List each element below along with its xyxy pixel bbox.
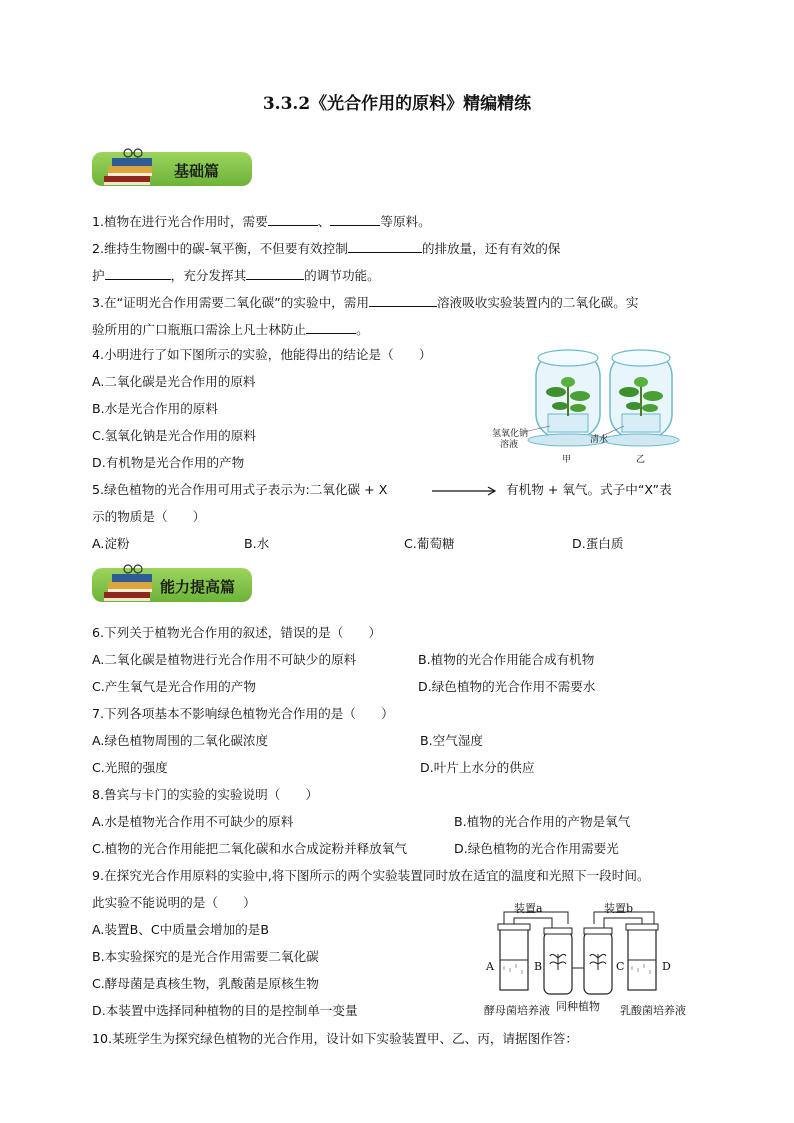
q4-figure (478, 344, 698, 468)
lactic-label: 乳酸菌培养液 (620, 1004, 686, 1017)
q6-option-a: A.二氧化碳是植物进行光合作用不可缺少的原料 (92, 652, 357, 667)
naoh-label: 氢氧化钠 (492, 429, 529, 439)
water-label: 清水 (590, 435, 609, 445)
arrow-icon (432, 486, 500, 496)
question-9-stem2: 此实验不能说明的是（ ） (92, 895, 256, 910)
question-3: 3.在“证明光合作用需要二氧化碳”的实验中，需用 溶液吸收实验装置内的二氧化碳。实 (92, 292, 638, 312)
device-b-label: 装置b (604, 902, 634, 915)
q7-option-a: A.绿色植物周围的二氧化碳浓度 (92, 733, 269, 748)
books-icon (100, 562, 162, 606)
section-badge-advanced (92, 562, 254, 606)
question-1: 1.植物在进行光合作用时，需要 、 等原料。 (92, 211, 431, 231)
q6-option-d: D.绿色植物的光合作用不需要水 (418, 679, 596, 694)
q6-option-b: B.植物的光合作用能合成有机物 (418, 652, 595, 667)
question-10-stem: 10.某班学生为探究绿色植物的光合作用，设计如下实验装置甲、乙、丙，请据图作答： (92, 1031, 578, 1046)
q8-option-c: C.植物的光合作用能把二氧化碳和水合成淀粉并释放氧气 (92, 841, 408, 856)
q5-option-c: C.葡萄糖 (404, 536, 455, 551)
section-badge-basic (92, 146, 254, 190)
section-label: 基础篇 (174, 162, 220, 180)
q7-option-d: D.叶片上水分的供应 (420, 760, 535, 775)
page-title: 3.3.2《光合作用的原料》精编精练 (262, 94, 532, 114)
q4-option-d: D.有机物是光合作用的产物 (92, 455, 245, 470)
question-5-right: 有机物 + 氧气。式子中“X”表 (506, 482, 672, 497)
q7-option-c: C.光照的强度 (92, 760, 168, 775)
question-8-stem: 8.鲁宾与卡门的实验的实验说明（ ） (92, 787, 319, 802)
jar-label-yi: 乙 (636, 455, 646, 465)
q5-option-a: A.淀粉 (92, 536, 130, 551)
label-d: D (662, 960, 671, 973)
q4-option-c: C.氢氧化钠是光合作用的原料 (92, 428, 256, 443)
question-3-cont: 验所用的广口瓶瓶口需涂上凡士林防止 。 (92, 319, 369, 339)
solution-label: 溶液 (500, 440, 519, 450)
q7-option-b: B.空气湿度 (420, 733, 484, 748)
label-b: B (534, 960, 543, 973)
jar-label-jia: 甲 (562, 455, 572, 465)
question-9-stem: 9.在探究光合作用原料的实验中,将下图所示的两个实验装置同时放在适宜的温度和光照下一段时间。 (92, 868, 650, 883)
label-a: A (486, 960, 494, 973)
question-6-stem: 6.下列关于植物光合作用的叙述，错误的是（ ） (92, 625, 382, 640)
q8-option-b: B.植物的光合作用的产物是氧气 (454, 814, 631, 829)
q9-option-b: B.本实验探究的是光合作用需要二氧化碳 (92, 949, 319, 964)
books-icon (100, 146, 162, 190)
label-c: C (616, 960, 625, 973)
q6-option-c: C.产生氧气是光合作用的产物 (92, 679, 256, 694)
section-label: 能力提高篇 (160, 578, 236, 596)
yeast-label: 酵母菌培养液 (484, 1004, 550, 1017)
plant-label: 同种植物 (556, 1000, 600, 1013)
q9-figure (484, 898, 696, 1020)
question-7-stem: 7.下列各项基本不影响绿色植物光合作用的是（ ） (92, 706, 394, 721)
question-5: 5.绿色植物的光合作用可用式子表示为:二氧化碳 + X (92, 482, 388, 497)
question-2: 2.维持生物圈中的碳-氧平衡，不但要有效控制 的排放量，还有有效的保 (92, 238, 560, 258)
question-5-cont: 示的物质是（ ） (92, 509, 206, 524)
q9-option-c: C.酵母菌是真核生物，乳酸菌是原核生物 (92, 976, 319, 991)
question-4-stem: 4.小明进行了如下图所示的实验，他能得出的结论是（ ） (92, 347, 432, 362)
q9-option-a: A.装置B、C中质量会增加的是B (92, 922, 270, 937)
q5-option-b: B.水 (244, 536, 270, 551)
q9-option-d: D.本装置中选择同种植物的目的是控制单一变量 (92, 1003, 358, 1018)
q4-option-b: B.水是光合作用的原料 (92, 401, 218, 416)
question-2-cont: 护 ，充分发挥其 的调节功能。 (92, 265, 380, 285)
q5-option-d: D.蛋白质 (572, 536, 624, 551)
q4-option-a: A.二氧化碳是光合作用的原料 (92, 374, 256, 389)
device-a-label: 装置a (514, 902, 543, 915)
q8-option-d: D.绿色植物的光合作用需要光 (454, 841, 619, 856)
q8-option-a: A.水是植物光合作用不可缺少的原料 (92, 814, 294, 829)
